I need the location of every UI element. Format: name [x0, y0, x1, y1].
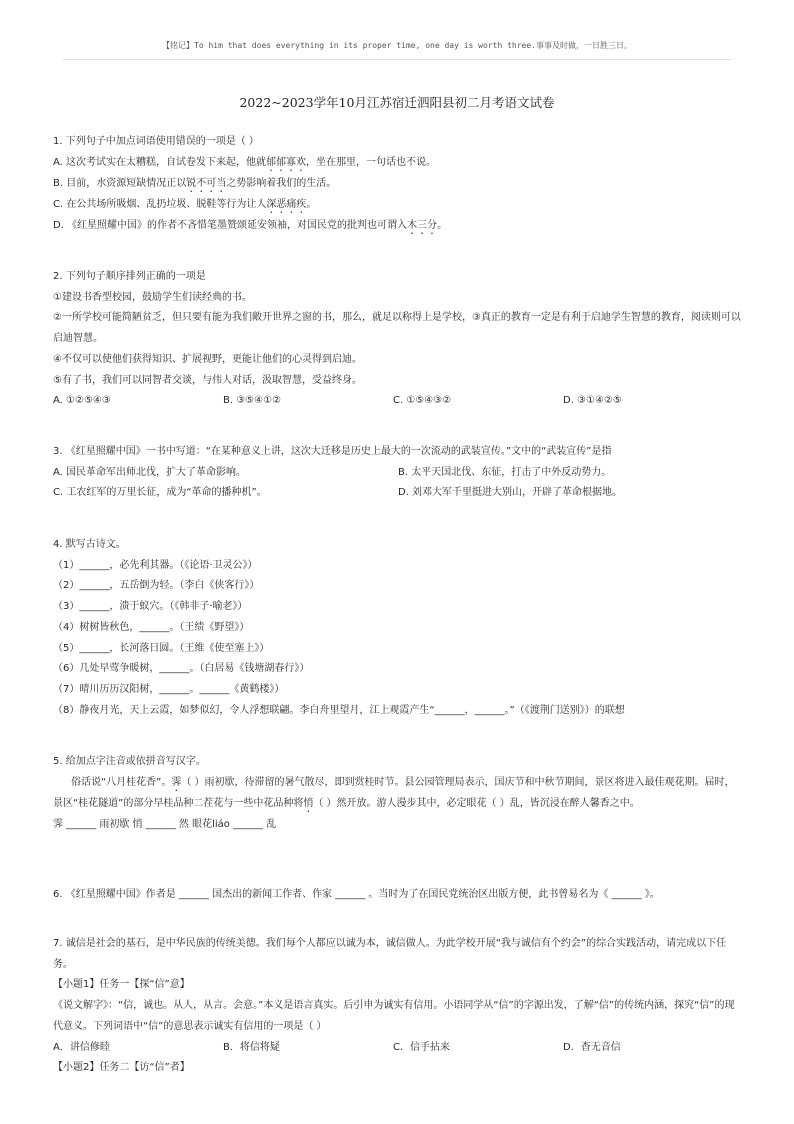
q7-task-1-text: 《说文解字》：“信，诚也。从人，从言。会意。”本义是语言真实。后引申为诚实有信用。小语同学从“信”的字源出发，了解“信”的传统内涵，探究“信”的现代意义。下列词语中“信”的意思表示诚实有信用的一项是（ ）	[53, 1000, 735, 1032]
q5-dotted-char-qiao: 悄	[303, 797, 314, 809]
q1-stem: 1. 下列句子中加点词语使用错误的一项是（ ）	[53, 136, 259, 147]
q3-options-row-2	[53, 483, 743, 504]
q2-option-d: D. ③①④②⑤	[563, 395, 622, 407]
q6-text: 6. 《红星照耀中国》作者是 ______ 国杰出的新闻工作者、作家 ______ 。当时为了在国民党统治区出版方便，此书曾易名为《 ______ 》。	[53, 889, 660, 900]
q7-option-d: D．杳无音信	[563, 1041, 621, 1053]
q2-stem: 2. 下列句子顺序排列正确的一项是	[53, 271, 206, 282]
header-divider	[63, 59, 731, 60]
question-4	[53, 535, 743, 721]
q3-options-row-1	[53, 463, 743, 484]
q4-line-1: （1）______，必先利其器。（《论语·卫灵公》）	[53, 559, 258, 571]
q1-option-b: B. 目前，水资源短缺情况正以锐不可当之势影响着我们的生活。	[53, 177, 337, 189]
q2-option-c: C. ①⑤④③②	[393, 395, 452, 407]
q7-option-b: B．将信将疑	[223, 1041, 280, 1053]
q4-line-5: （5）______，长河落日圆。（王维《使至塞上》）	[53, 642, 270, 654]
q2-sentence-5: ⑤有了书，我们可以同智者交谈，与伟人对话，汲取智慧，受益终身。	[53, 374, 362, 386]
q7-option-a: A．讲信修睦	[53, 1041, 110, 1053]
q2-option-b: B. ③⑤④①②	[223, 395, 282, 407]
q4-line-8: （8）静夜月光，天上云霞，如梦似幻，令人浮想联翩。李白舟里望月，江上观霞产生“______，______。”（《渡荆门送别》）的联想	[53, 704, 625, 716]
q2-option-a: A. ①②⑤④③	[53, 395, 111, 407]
q5-answer-line: 霁 ______ 雨初歇 悄 ______ 然 眼花liáo ______ 乱	[53, 818, 277, 830]
q7-options	[53, 1038, 743, 1059]
q2-sentence-1: ①建设书香型校园，鼓励学生们读经典的书。	[53, 291, 252, 303]
q3-stem: 3. 《红星照耀中国》一书中写道：“在某种意义上讲，这次大迁移是历史上最大的一次流动的武装宣传。”文中的“武装宣传”是指	[53, 446, 612, 457]
q5-passage: 俗话说“八月桂花香”。霁（ ）雨初歇，待滞留的暑气散尽，即到赏桂时节。县公园管理局表示，国庆节和中秋节期间，景区将进入最佳观花期。届时，景区“桂花隧道”的部分早桂品种二茬花与一些中花品种将悄（ ）然开放。游人漫步其中，必定眼花（ ）乱，皆沉浸在醉人馨香之中。	[53, 776, 735, 809]
page-title: 2022~2023学年10月江苏宿迁泗阳县初二月考语文试卷	[239, 95, 555, 110]
question-3	[53, 442, 743, 504]
q7-task-1-heading: 【小题1】任务一【探“信”意】	[53, 979, 190, 991]
question-5	[53, 752, 743, 835]
q2-options	[53, 391, 743, 412]
q4-line-6: （6）几处早莺争暖树，______。（白居易《钱塘湖春行》）	[53, 663, 310, 675]
q2-sentence-2-3: ②一所学校可能简陋贫乏，但只要有能为我们敞开世界之窗的书，那么，就足以称得上是学校，③真正的教育一定是有利于启迪学生智慧的教育，阅读则可以启迪智慧。	[53, 312, 741, 345]
q3-option-d: D. 刘邓大军千里挺进大别山，开辟了革命根据地。	[398, 487, 623, 499]
q7-task-2-heading: 【小题2】任务二【访“信”者】	[53, 1062, 190, 1074]
q3-option-c: C. 工农红军的万里长征，成为“革命的播种机”。	[53, 487, 267, 499]
q1-c-dotted-word: 深恶痛疾	[266, 198, 307, 210]
question-7	[53, 934, 743, 1079]
q3-option-a: A. 国民革命军出师北伐，扩大了革命影响。	[53, 466, 247, 478]
q4-stem: 4. 默写古诗文。	[53, 539, 126, 550]
q4-line-2: （2）______，五岳倒为轻。（李白《侠客行》）	[53, 580, 260, 592]
page-header-motto: 【铭记】To him that does everything in its proper time, one day is worth three.事事及时做，一日胜三日。	[162, 41, 632, 50]
q1-b-dotted-word: 锐不可当	[186, 177, 227, 189]
q7-option-c: C．信手拈来	[393, 1041, 450, 1053]
q4-line-7: （7）晴川历历汉阳树，______。______《黄鹤楼》）	[53, 683, 285, 695]
q5-dotted-char-ji: 霁	[171, 776, 182, 788]
q7-stem: 7. 诚信是社会的基石，是中华民族的传统美德。我们每个人都应以诚为本，诚信做人。为此学校开展“我与诚信有个约会”的综合实践活动，请完成以下任务。	[53, 938, 727, 970]
q2-sentence-4: ④不仅可以使他们获得知识、扩展视野，更能让他们的心灵得到启迪。	[53, 353, 362, 365]
q4-line-3: （3）______，溃于蚁穴。（《韩非子·喻老》）	[53, 601, 248, 613]
q1-d-dotted-word: 木三分	[407, 219, 438, 231]
q1-option-c: C. 在公共场所吸烟、乱扔垃圾、脱鞋等行为让人深恶痛疾。	[53, 198, 317, 210]
question-2	[53, 267, 743, 412]
q5-stem: 5. 给加点字注音或依拼音写汉字。	[53, 756, 206, 767]
q1-a-dotted-word: 郁郁寡欢	[266, 156, 307, 168]
q1-option-d: D. 《红星照耀中国》的作者不吝惜笔墨赞颂延安领袖，对国民党的批判也可谓入木三分。	[53, 219, 448, 231]
question-6	[53, 885, 743, 906]
q3-option-b: B. 太平天国北伐、东征，打击了中外反动势力。	[398, 466, 612, 478]
q1-option-a: A. 这次考试实在太糟糕，自试卷发下来起，他就郁郁寡欢，坐在那里，一句话也不说。	[53, 156, 437, 168]
question-1	[53, 132, 743, 237]
q4-line-4: （4）树树皆秋色，______。（王绩《野望》）	[53, 621, 250, 633]
